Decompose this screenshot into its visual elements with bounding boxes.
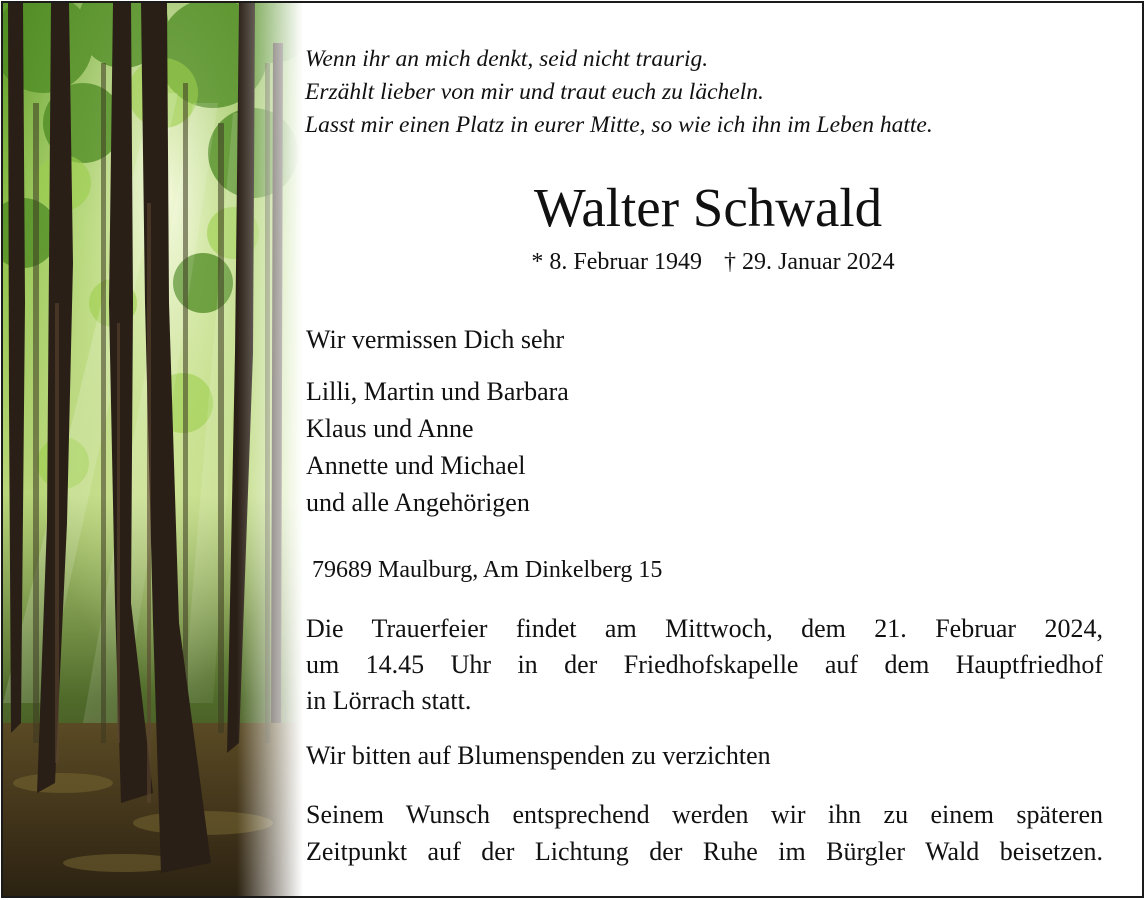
family-line: Lilli, Martin und Barbara	[306, 377, 569, 406]
ceremony-info	[306, 611, 1103, 719]
quote-line: Wenn ihr an mich denkt, seid nicht traurig.	[305, 46, 709, 72]
memorial-quote	[305, 43, 933, 142]
burial-info	[306, 796, 1103, 870]
birth-date: * 8. Februar 1949	[531, 249, 702, 275]
address: 79689 Maulburg, Am Dinkelberg 15	[312, 557, 663, 583]
family-line: und alle Angehörigen	[306, 488, 530, 517]
quote-line: Erzählt lieber von mir und traut euch zu lächeln.	[305, 79, 764, 105]
death-date: † 29. Januar 2024	[724, 249, 895, 275]
family-line: Annette und Michael	[306, 451, 526, 480]
quote-line: Lasst mir einen Platz in eurer Mitte, so wie ich ihn im Leben hatte.	[305, 112, 933, 138]
family-line: Klaus und Anne	[306, 414, 474, 443]
deceased-name: Walter Schwald	[533, 177, 883, 238]
burial-line: Seinem Wunsch entsprechend werden wir ihn zu einem späteren	[306, 800, 1103, 829]
mourning-message: Wir vermissen Dich sehr	[306, 325, 565, 354]
life-dates	[303, 246, 1123, 278]
family-list	[306, 373, 569, 521]
ceremony-line: in Lörrach statt.	[306, 686, 472, 715]
ceremony-line: Die Trauerfeier findet am Mittwoch, dem 21. Februar 2024,	[306, 614, 1103, 643]
obituary-notice	[1, 1, 1144, 898]
flowers-note: Wir bitten auf Blumenspenden zu verzichten	[306, 741, 771, 770]
burial-line: Zeitpunkt auf der Lichtung der Ruhe im Bürgler Wald beisetzen.	[306, 837, 1103, 866]
notice-text	[303, 3, 1103, 896]
forest-image	[3, 3, 303, 896]
ceremony-line: um 14.45 Uhr in der Friedhofskapelle auf dem Hauptfriedhof	[306, 650, 1103, 679]
